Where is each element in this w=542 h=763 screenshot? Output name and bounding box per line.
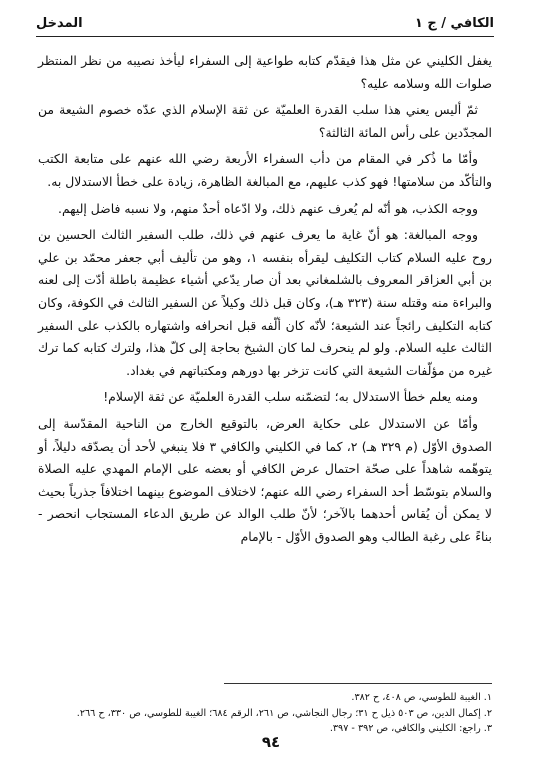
footnotes xyxy=(38,690,492,737)
page-number: ٩٤ xyxy=(261,733,281,751)
footnote: ٢. إكمال الدين، ص ٥٠٣ ذيل ح ٣١؛ رجال النجاشي، ص ٢٦١، الرقم ٦٨٤؛ الغيبة للطوسي، ص ٣٣٠، ح ٢٦٦. xyxy=(76,707,492,719)
paragraph: ووجه المبالغة: هو أنّ غاية ما يعرف عنهم في ذلك، طلب السفير الثالث الحسين بن روح عليه السلام كتاب التكليف ليقرأه بنفسه ١، وهو من تأليف أبي جعفر محمّد بن علي بن أبي العزاقر المعروف بالشلمغاني بعد أن صار يدّعي أشياء عظيمة باطلة أدّت إلى لعنه والبراءة منه وقتله سنة (٣٢٣ هـ)، وكان قبل ذلك وكيلاً عن السفير الثالث في الكوفة، وكان كتابه التكليف رائجاً عند الشيعة؛ لأنّه كان ألّفه قبل انحرافه واشتهاره بالكذب على السفير الثالث عليه السلام. ولو لم ينحرف لما كان الشيخ بحاجة إلى كلّ هذا، ولترك كتابه كما ترك غيره من مؤلّفات الشيعة التي كانت تزخر بها دورهم ومكتباتهم في بغداد. xyxy=(38,227,493,378)
page-header xyxy=(36,14,494,36)
paragraph: ووجه الكذب، هو أنّه لم يُعرف عنهم ذلك، ولا ادّعاه أحدٌ منهم، ولا نسبه فاضل إليهم. xyxy=(58,200,478,216)
paragraph: ومنه يعلم خطأ الاستدلال به؛ لتضمّنه سلب القدرة العلميّة عن ثقة الإسلام! xyxy=(103,389,478,405)
footnote-rule xyxy=(224,683,492,684)
paragraph: ثمّ أليس يعني هذا سلب القدرة العلميّة عن ثقة الإسلام الذي عدّه خصوم الشيعة من المجدّدين على رأس المائة الثالثة؟ xyxy=(38,102,492,140)
paragraph: يغفل الكليني عن مثل هذا فيقدّم كتابه طواعية إلى السفراء ليأخذ نصيبه من نظر المنتظر صلوات الله وسلامه عليه؟ xyxy=(38,53,492,91)
paragraph: وأمّا ما ذُكر في المقام من دأب السفراء الأربعة رضي الله عنهم على متابعة الكتب والتأكّد من سلامتها! فهو كذب عليهم، مع المبالغة الظاهرة، زيادة على خطأ الاستدلال به. xyxy=(38,151,492,189)
footnote: ٣. راجع: الكليني والكافي، ص ٣٩٢ - ٣٩٧. xyxy=(329,723,492,734)
main-text xyxy=(38,50,492,552)
footnote: ١. الغيبة للطوسي، ص ٤٠٨، ح ٣٨٢. xyxy=(351,692,492,703)
section-title: المدخل xyxy=(36,16,83,31)
header-rule xyxy=(36,36,494,37)
running-title: الكافي / ج ١ xyxy=(414,16,494,31)
paragraph: وأمّا عن الاستدلال على حكاية العرض، بالتوقيع الخارج من الناحية المقدّسة إلى الصدوق الأوّل (م ٣٢٩ هـ) ٢، كما في الكليني والكافي ٣ فلا ينبغي لأحد أن يصدّقه دليلاً، أو يتوهّمه شاهداً على صحّة احتمال عرض الكافي أو بعضه على الإمام المهدي عليه الصلاة والسلام بتوسّط أحد السفراء رضي الله عنهم؛ لاختلاف الموضوع بينهما اختلافاً جذرياً بحيث لا يمكن أن يُقاس أحدهما بالآخر؛ لأنّ طلب الوالد عن طريق الدعاء المستجاب انحصر - بناءً على رغبة الطالب وهو الصدوق الأوّل - بالإمام xyxy=(38,415,492,544)
